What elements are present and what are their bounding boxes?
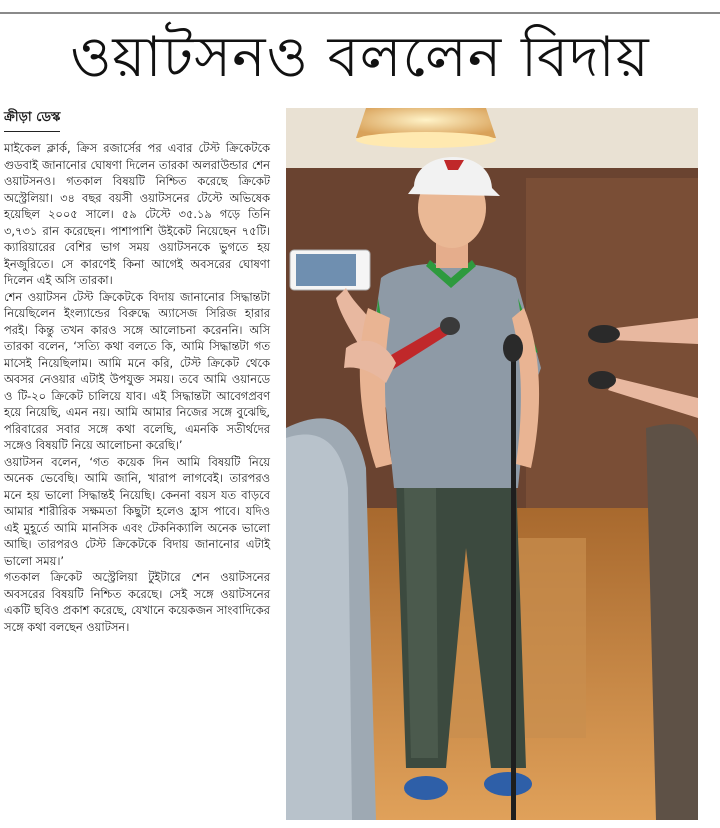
article-paragraph: ওয়াটসন বলেন, ‘গত কয়েক দিন আমি বিষয়টি নিয়ে অনেক ভেবেছি। আমি জানি, খারাপ লাগবেই। তারপরও মনে হয় ভালো সিদ্ধান্তই নিয়েছি। কেননা বয়স যত বাড়বে আমার শারীরিক সক্ষমতা কিছুটা হলেও হ্রাস পাবে। যদিও এই মুহূর্তে আমি মানসিক এবং টেকনিক্যালি অনেক ভালো আছি। তারপরও টেস্ট ক্রিকেটকে বিদায় জানানোর এটাই ভালো সময়।’ (4, 454, 270, 568)
photo-illustration (286, 108, 698, 820)
article-paragraph: মাইকেল ক্লার্ক, ক্রিস রজার্সের পর এবার টেস্ট ক্রিকেটকে গুডবাই জানানোর ঘোষণা দিলেন তারকা অলরাউন্ডার শেন ওয়াটসনও। গতকাল বিষয়টি নিশ্চিত করেছে ক্রিকেট অস্ট্রেলিয়া। ৩৪ বছর বয়সী ওয়াটসনের টেস্টে অভিষেক হয়েছিল ২০০৫ সালে। ৫৯ টেস্টে ৩৫.১৯ গড়ে তিনি ৩,৭৩১ রান করেছেন। পাশাপাশি উইকেট নিয়েছেন ৭৫টি। ক্যারিয়ারের বেশির ভাগ সময় ওয়াটসনকে ভুগতে হয় ইনজুরিতে। সে কারণেই কিনা আগেই অবসরের ঘোষণা দিলেন এই অসি তারকা। (4, 141, 270, 287)
mic-stand (511, 348, 516, 820)
lamp-glow (356, 132, 496, 148)
article-paragraph: গতকাল ক্রিকেট অস্ট্রেলিয়া টুইটারে শেন ওয়াটসনের অবসরের বিষয়টি নিশ্চিত করেছে। সেই সঙ্গে ওয়াটসনের একটি ছবিও প্রকাশ করেছে, যেখানে কয়েকজন সাংবাদিকের সঙ্গে কথা বলছেন ওয়াটসন। (4, 570, 270, 634)
top-rule (0, 12, 720, 14)
player-shoe-right (484, 772, 532, 796)
news-photo (286, 108, 698, 820)
headline: ওয়াটসনও বললেন বিদায় (70, 25, 650, 90)
player-shoe-left (404, 776, 448, 800)
article-paragraph: শেন ওয়াটসন টেস্ট ক্রিকেটকে বিদায় জানানোর সিদ্ধান্তটা নিয়েছিলেন ইংল্যান্ডের বিরুদ্ধে অ্যাসেজ সিরিজ হারার পরই। কিন্তু তখন কারও সঙ্গে আলোচনা করেননি। অসি তারকা বলেন, ‘সত্যি কথা বলতে কি, আমি সিদ্ধান্তটা গত মাসেই নিয়েছিলাম। আমি মনে করি, টেস্ট ক্রিকেট থেকে অবসর নেওয়ার এটাই উপযুক্ত সময়। তবে আমি ওয়ানডে ও টি-২০ ক্রিকেট চালিয়ে যাব। এই সিদ্ধান্তটা আবেগপ্রবণ হয়ে নিয়েছি, এমন নয়। আমি আমার নিজের সঙ্গে বুঝেছি, পরিবারের সবার সঙ্গে কথা বলেছি, এমনকি সতীর্থদের সঙ্গেও বিষয়টি নিয়ে আলোচনা করেছি।’ (4, 289, 270, 452)
desk-byline: ক্রীড়া ডেস্ক (4, 108, 60, 132)
article-body (4, 140, 270, 635)
